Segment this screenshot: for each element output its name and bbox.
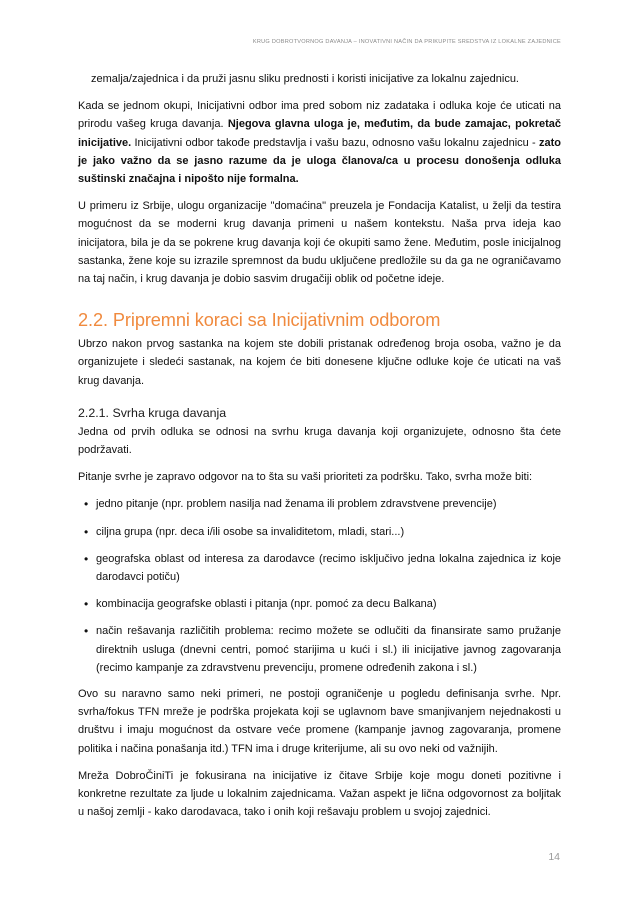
intro-text-1: Kada se jednom okupi, Inicijativni odbor ima pred sobom niz zadataka i odluka koje će uticati na prirodu vašeg kruga davanja. (78, 100, 561, 131)
bullet-item: • način rešavanja različitih problema: recimo možete se odlučiti da finansirate samo pružanje direktnih usluga (dnevni centri, pomoć starijima u kući i sl.) ili inicijative javnog zagovaranja (recimo kampanje za zdravstvenu prevenciju, promene određenih zakona i sl.) (78, 622, 561, 677)
bullet-item: • geografska oblast od interesa za darodavce (recimo isključivo jedna lokalna zajednica iz koje darodavci potiču) (78, 550, 561, 586)
section-heading (78, 309, 561, 331)
subsection-paragraph-2: Pitanje svrhe je zapravo odgovor na to šta su vaši prioriteti za podršku. Tako, svrha može biti: (78, 471, 533, 484)
page-number: 14 (548, 851, 560, 863)
bullet-item: • ciljna grupa (npr. deca i/ili osobe sa invaliditetom, mladi, stari...) (78, 523, 561, 541)
section-paragraph: Ubrzo nakon prvog sastanka na kojem ste dobili pristanak određenog broja osoba, važno je da organizujete i sledeći sastanak, na kojem će biti donesene ključne odluke koje će uticati na vaš krug davanja. (78, 338, 561, 387)
continued-list-item-text: zemalja/zajednica i da pruži jasnu sliku prednosti i koristi inicijative za lokalnu zajednicu. (91, 73, 519, 85)
intro-bold-2: zato je jako važno da se jasno razume da je uloga članova/ca u procesu donošenja odluka suštinski značajna i nipošto nije formalna. (78, 136, 561, 186)
subsection-title: Svrha kruga davanja (112, 405, 227, 420)
bullet-item: • kombinacija geografske oblasti i pitanja (npr. pomoć za decu Balkana) (78, 595, 561, 613)
purpose-bullet-list (78, 495, 561, 677)
intro-bold-1: Njegova glavna uloga je, međutim, da bude zamajac, pokretač inicijative. (78, 118, 561, 149)
intro-paragraph (78, 97, 561, 188)
section-title: Pripremni koraci sa Inicijativnim odborom (112, 310, 441, 331)
subsection-paragraph-3: Ovo su naravno samo neki primeri, ne postoji ograničenje u pogledu definisanja svrhe. Npr. svrha/fokus TFN mreže je podrška projekata koji se uglavnom bave smanjivanjem nejednakosti u društvu i imaju mogućnost da ostvare veće promene (kampanje javnog zagovaranja, promene politika i načina ponašanja itd.) TFN ima i druge kriterijume, ali su ovo neki od važnijih. (78, 688, 561, 755)
subsection-number: 2.2.1. (78, 405, 110, 420)
subsection-heading (78, 405, 561, 422)
running-header: KRUG DOBROTVORNOG DAVANJA – INOVATIVNI NAČIN DA PRIKUPITE SREDSTVA IZ LOKALNE ZAJEDNICE (252, 39, 561, 45)
bullet-item: • jedno pitanje (npr. problem nasilja nad ženama ili problem zdravstvene prevencije) (78, 495, 561, 513)
page-content (78, 70, 561, 831)
section-number: 2.2. (78, 310, 108, 331)
subsection-paragraph-4: Mreža DobroČiniTi je fokusirana na inicijative iz čitave Srbije koje mogu doneti pozitivne i konkretne rezultate za ljude u lokalnim zajednicama. Važan aspekt je lična odgovornost za boljitak u našoj zemlji - kako darodavaca, tako i onih koji rešavaju problem u svojoj zajednici. (78, 769, 561, 819)
intro-text-2: Inicijativni odbor takođe predstavlja i vašu bazu, odnosno vašu lokalnu zajednicu - (131, 136, 539, 149)
example-paragraph: U primeru iz Srbije, ulogu organizacije "domaćina" preuzela je Fondacija Katalist, u želji da testira mogućnost da se moderni krug davanja primeni u našem kontekstu. Naša prva ideja kao inicijatora, bila je da se pokrene krug davanja koji će okupiti samo žene. Međutim, posle inicijalnog sastanka, žene koje su izrazile spremnost da budu uključene predložile su da ga ne ograničavamo na taj način, i krug davanja je dobio sasvim drugačiji oblik od početne ideje. (78, 200, 561, 286)
subsection-paragraph-1: Jedna od prvih odluka se odnosi na svrhu kruga davanja koji organizujete, odnosno šta ćete podržavati. (78, 425, 561, 457)
